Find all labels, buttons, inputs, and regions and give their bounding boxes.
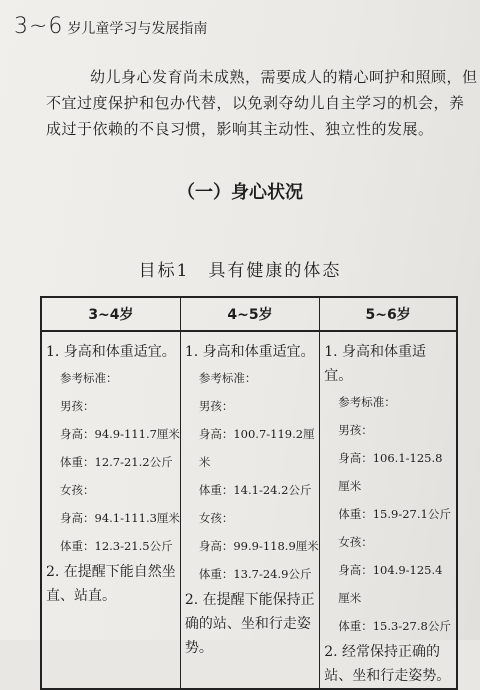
intro-paragraph [46, 64, 478, 142]
girl-weight: 体重：15.3-27.8公斤 [338, 619, 451, 633]
paragraph-line: 幼儿身心发育尚未成熟，需要成人的精心呵护和照顾，但 [90, 68, 478, 86]
boy-weight: 体重：15.9-27.1公斤 [338, 507, 451, 521]
table-header-row [41, 297, 457, 331]
cell-age-3-4 [41, 331, 180, 689]
boy-height: 身高：100.7-119.2厘米 [198, 427, 315, 469]
header-age-3-4: 3~4岁 [41, 297, 180, 331]
paragraph-line: 成过于依赖的不良习惯，影响其主动性、独立性的发展。 [46, 120, 434, 138]
girl-weight: 体重：13.7-24.9公斤 [198, 567, 312, 581]
goal-heading: 目标1 具有健康的体态 [138, 261, 342, 281]
boy-height: 身高：106.1-125.8厘米 [338, 451, 443, 493]
running-head [14, 14, 207, 39]
boy-weight: 体重：12.7-21.2公斤 [60, 455, 173, 469]
reference-label: 参考标准： [338, 395, 396, 409]
running-head-title: 岁儿童学习与发展指南 [67, 21, 208, 37]
item-posture: 2. 在提醒下能保持正确的站、坐和行走姿势。 [184, 592, 315, 656]
boy-weight: 体重：14.1-24.2公斤 [198, 483, 312, 497]
section-heading: （一）身心状况 [177, 182, 303, 203]
table-row [41, 331, 457, 689]
girl-height: 身高：104.9-125.4厘米 [338, 563, 443, 605]
running-head-number: 3~6 [14, 14, 64, 39]
item-height-weight: 1. 身高和体重适宜。 [46, 344, 176, 360]
girl-height: 身高：99.9-118.9厘米 [198, 539, 319, 553]
girl-label: 女孩： [60, 483, 95, 497]
reference-label: 参考标准： [60, 371, 118, 385]
item-posture: 2. 经常保持正确的站、坐和行走姿势。 [324, 644, 451, 684]
girl-label: 女孩： [338, 535, 373, 549]
header-age-4-5: 4~5岁 [180, 297, 319, 331]
item-height-weight: 1. 身高和体重适宜。 [184, 344, 315, 360]
girl-label: 女孩： [198, 511, 234, 525]
paragraph-line: 不宜过度保护和包办代替，以免剥夺幼儿自主学习的机会，养 [46, 94, 465, 112]
header-age-5-6: 5~6岁 [320, 297, 457, 331]
boy-label: 男孩： [198, 399, 234, 413]
item-height-weight: 1. 身高和体重适宜。 [324, 344, 427, 384]
boy-label: 男孩： [60, 399, 95, 413]
cell-age-4-5 [180, 331, 319, 689]
boy-label: 男孩： [338, 423, 373, 437]
girl-height: 身高：94.1-111.3厘米 [60, 511, 180, 525]
girl-weight: 体重：12.3-21.5公斤 [60, 539, 173, 553]
boy-height: 身高：94.9-111.7厘米 [60, 427, 180, 441]
development-table [40, 296, 458, 690]
cell-age-5-6 [320, 331, 457, 689]
reference-label: 参考标准： [198, 371, 257, 385]
item-posture: 2. 在提醒下能自然坐直、站直。 [46, 564, 176, 604]
